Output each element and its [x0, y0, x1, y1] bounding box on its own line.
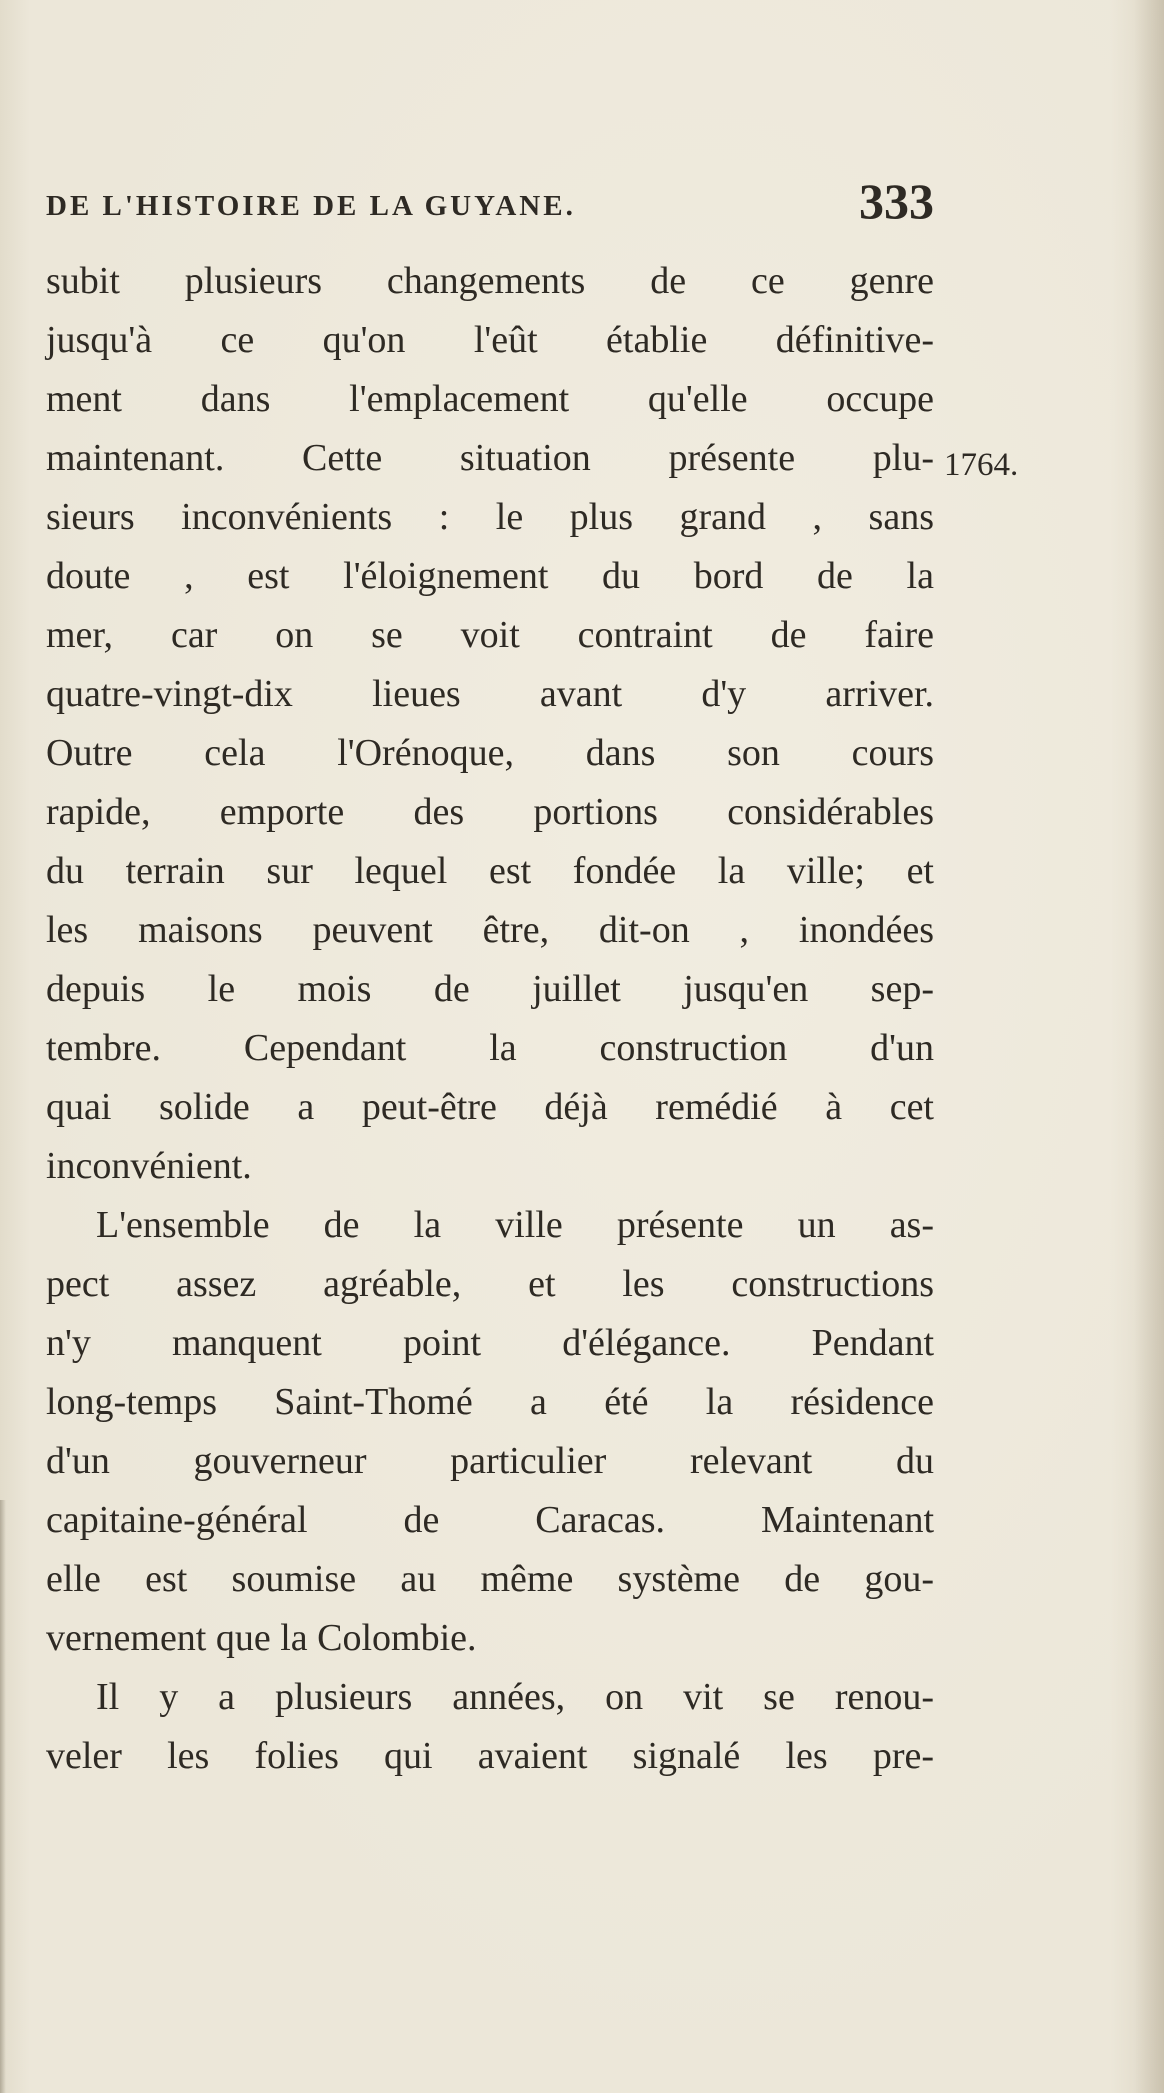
text-line: elle est soumise au même système de gou-	[46, 1558, 934, 1600]
text-line: doute , est l'éloignement du bord de la	[46, 555, 934, 597]
page-edge-shadow-right	[1134, 0, 1164, 2093]
body-text	[46, 252, 934, 1786]
text-line: capitaine-général de Caracas. Maintenant	[46, 1499, 934, 1541]
text-line: jusqu'à ce qu'on l'eût établie définitive-	[46, 319, 934, 361]
page-number: 333	[859, 173, 934, 229]
paragraph-first-line: L'ensemble de la ville présente un as-	[96, 1204, 934, 1246]
text-line: tembre. Cependant la construction d'un	[46, 1027, 934, 1069]
running-head-title: DE L'HISTOIRE DE LA GUYANE.	[46, 190, 576, 222]
margin-note-year: 1764.	[944, 447, 1019, 483]
running-head	[46, 173, 934, 236]
paragraph-first-line: Il y a plusieurs années, on vit se renou-	[96, 1676, 934, 1718]
text-line: pect assez agréable, et les constructions	[46, 1263, 934, 1305]
text-line: long-temps Saint-Thomé a été la résidence	[46, 1381, 934, 1423]
text-line: rapide, emporte des portions considérables	[46, 791, 934, 833]
text-line: n'y manquent point d'élégance. Pendant	[46, 1322, 934, 1364]
text-line: les maisons peuvent être, dit-on , inondées	[46, 909, 934, 951]
page-edge-shadow-left	[0, 1500, 6, 2093]
text-line: veler les folies qui avaient signalé les pre-	[46, 1735, 934, 1777]
text-line: d'un gouverneur particulier relevant du	[46, 1440, 934, 1482]
text-line: maintenant. Cette situation présente plu-	[46, 437, 934, 479]
text-line: du terrain sur lequel est fondée la ville; et	[46, 850, 934, 892]
paragraph-last-line: vernement que la Colombie.	[46, 1617, 477, 1659]
text-line: quai solide a peut-être déjà remédié à cet	[46, 1086, 934, 1128]
text-line: sieurs inconvénients : le plus grand , sans	[46, 496, 934, 538]
text-line: Outre cela l'Orénoque, dans son cours	[46, 732, 934, 774]
text-line: depuis le mois de juillet jusqu'en sep-	[46, 968, 934, 1010]
text-line: quatre-vingt-dix lieues avant d'y arriver.	[46, 673, 934, 715]
text-line: subit plusieurs changements de ce genre	[46, 260, 934, 302]
paragraph-last-line: inconvénient.	[46, 1145, 252, 1187]
text-line: mer, car on se voit contraint de faire	[46, 614, 934, 656]
text-line: ment dans l'emplacement qu'elle occupe	[46, 378, 934, 420]
